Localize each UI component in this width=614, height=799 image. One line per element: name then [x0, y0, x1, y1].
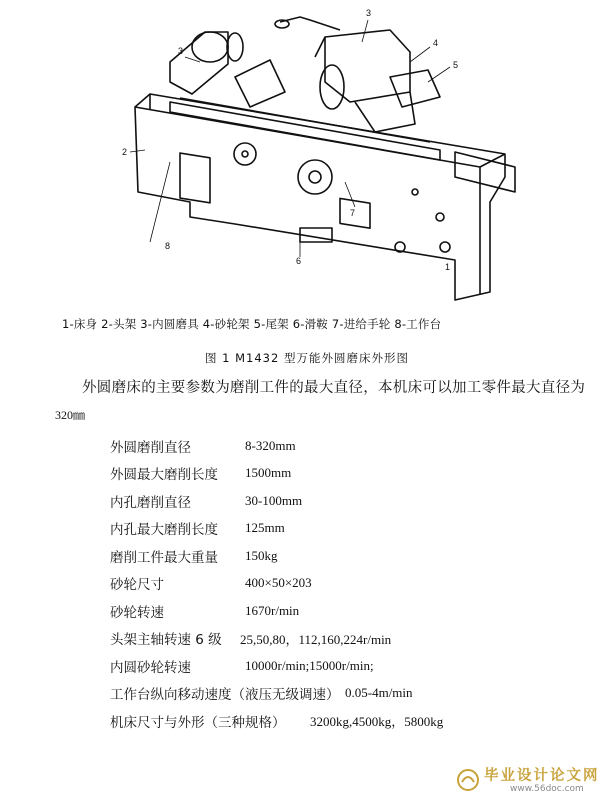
spec-label: 工作台纵向移动速度（液压无级调速）	[110, 687, 340, 704]
spec-row	[110, 487, 443, 515]
part-label-6: 6	[296, 256, 302, 266]
machine-figure	[110, 2, 530, 307]
part-label-1: 1	[445, 262, 451, 272]
spec-row	[110, 625, 443, 653]
spec-row	[110, 707, 443, 735]
figure-legend: 1-床身 2-头架 3-内圆磨具 4-砂轮架 5-尾架 6-滑鞍 7-进给手轮 8-工作台	[62, 317, 442, 331]
spec-label: 砂轮转速	[110, 604, 164, 621]
part-label-3b: 3	[178, 46, 184, 56]
spec-label: 内圆砂轮转速	[110, 659, 191, 676]
watermark-title: 毕业设计论文网	[484, 768, 600, 784]
part-label-4: 4	[433, 38, 439, 48]
feed-handwheel	[298, 160, 332, 194]
watermark-url: www.56doc.com	[510, 784, 584, 794]
wheel-head	[325, 30, 410, 102]
watermark-logo-icon	[456, 768, 480, 792]
spec-row	[110, 680, 443, 708]
spec-label: 磨削工件最大重量	[110, 549, 218, 566]
spec-row	[110, 432, 443, 460]
spec-value: 125mm	[245, 520, 285, 536]
spec-row	[110, 652, 443, 680]
spec-value: 400×50×203	[245, 575, 312, 591]
spec-value: 8-320mm	[245, 437, 296, 453]
part-label-5: 5	[453, 60, 459, 70]
part-label-3: 3	[366, 8, 372, 18]
part-label-7: 7	[350, 208, 356, 218]
tailstock	[390, 70, 440, 107]
spec-value: 0.05-4m/min	[345, 685, 413, 701]
spec-list	[110, 432, 443, 735]
spec-value: 10000r/min;15000r/min;	[245, 657, 374, 673]
spec-row	[110, 460, 443, 488]
spec-label: 机床尺寸与外形（三种规格）	[110, 714, 286, 731]
spec-label: 砂轮尺寸	[110, 577, 164, 594]
spec-row	[110, 515, 443, 543]
spec-label: 头架主轴转速 6 级	[110, 632, 222, 649]
spec-row	[110, 542, 443, 570]
spec-value: 150kg	[245, 547, 278, 563]
spec-label: 内孔最大磨削长度	[110, 522, 218, 539]
spec-value: 30-100mm	[245, 492, 303, 508]
figure-caption: 图 1 M1432 型万能外圆磨床外形图	[205, 351, 409, 365]
site-watermark	[452, 762, 612, 798]
spec-value: 3200kg,4500kg，5800kg	[310, 714, 444, 730]
worktable	[170, 102, 440, 160]
spec-row	[110, 597, 443, 625]
spec-label: 内孔磨削直径	[110, 494, 191, 511]
spec-value: 25,50,80，112,160,224r/min	[240, 631, 392, 647]
spec-label: 外圆磨削直径	[110, 439, 191, 456]
paragraph-line-2: 320㎜	[55, 408, 86, 422]
spec-value: 1670r/min	[245, 602, 300, 618]
headstock-motor	[192, 32, 228, 62]
spec-row	[110, 570, 443, 598]
part-label-2: 2	[122, 147, 128, 157]
part-label-8: 8	[165, 241, 171, 251]
spec-value: 1500mm	[245, 465, 292, 481]
spec-label: 外圆最大磨削长度	[110, 467, 218, 484]
paragraph-line-1: 外圆磨床的主要参数为磨削工件的最大直径，本机床可以加工零件最大直径为	[82, 380, 586, 396]
